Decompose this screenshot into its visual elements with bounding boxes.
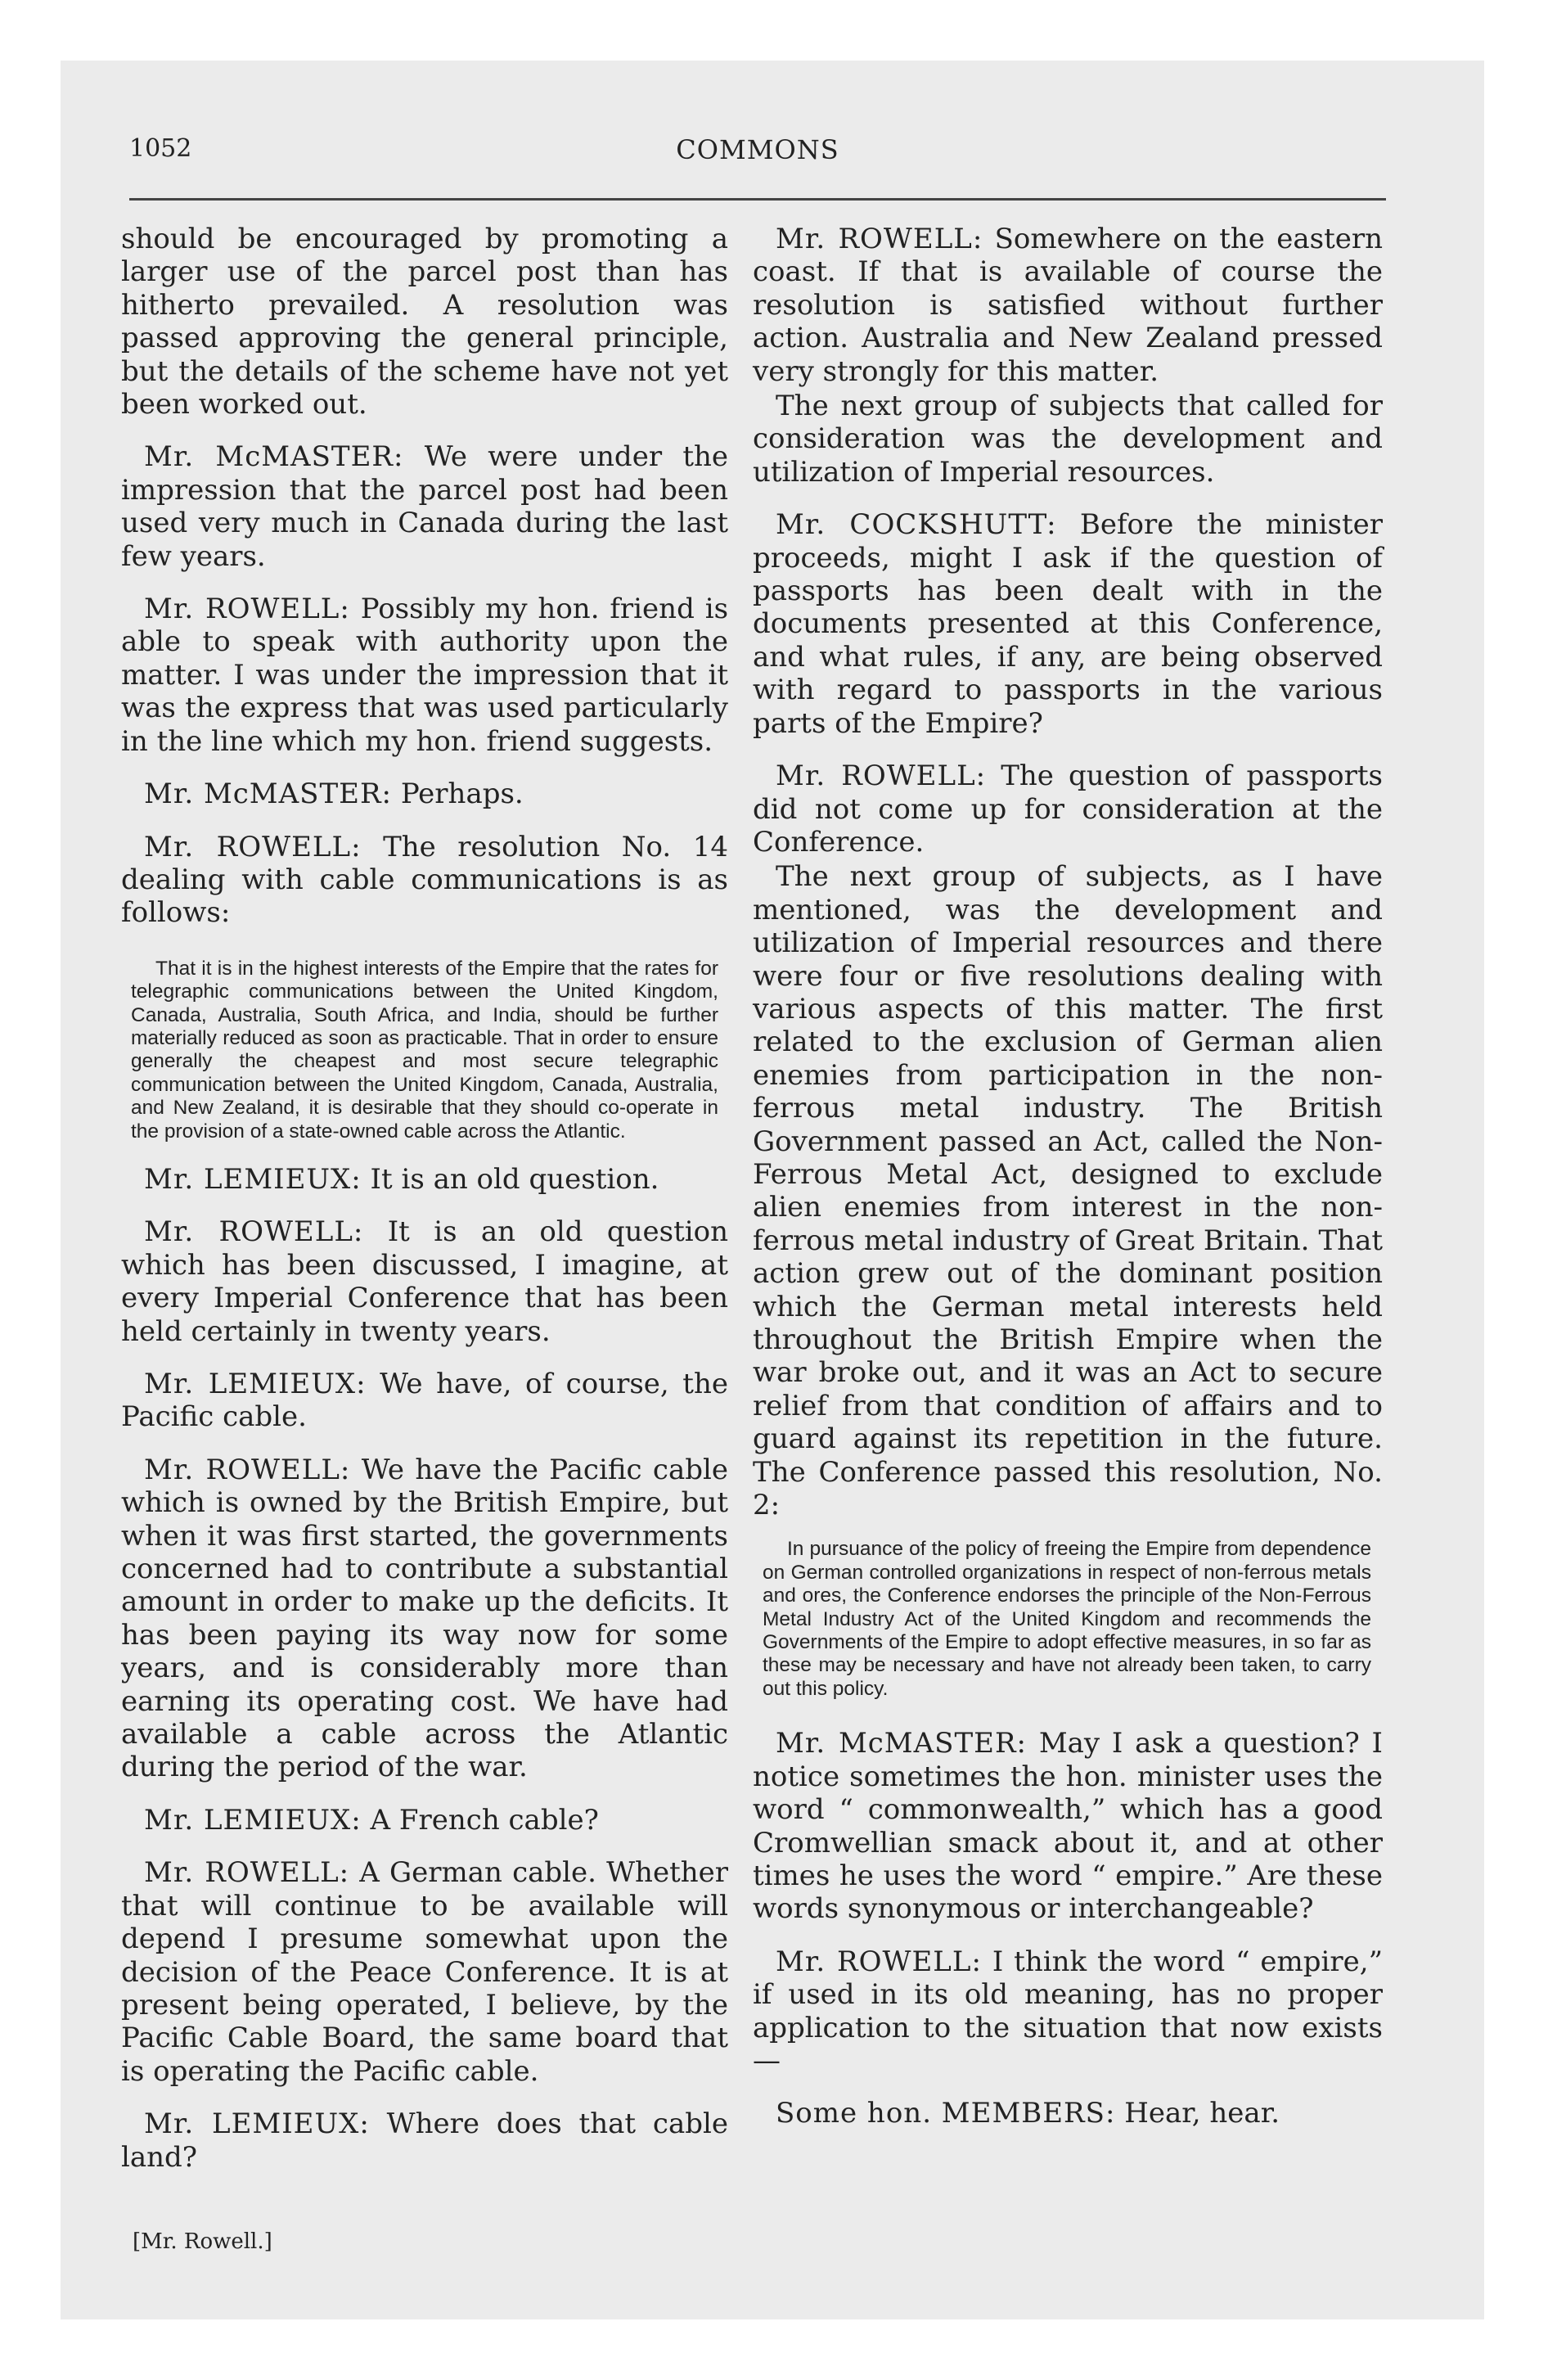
speaker-name: Mr. LEMIEUX:: [144, 2107, 370, 2141]
speaker-name: Mr. LEMIEUX:: [144, 1162, 362, 1196]
speech: [753, 1727, 1383, 1925]
speech: [121, 440, 728, 573]
speaker-footer-reference: [Mr. Rowell.]: [133, 2229, 272, 2254]
speech-text: Hear, hear.: [1124, 2097, 1280, 2130]
speech: [753, 2097, 1383, 2130]
speech-text: The resolution No. 14 dealing with cable communications is as follows:: [121, 830, 729, 930]
speaker-name: Mr. McMASTER:: [776, 1727, 1028, 1760]
speech-text: We have the Pacific cable which is owned by the British Empire, but when it was first started, the governments concerned had to contribute a substantial amount in order to make up the deficits. It has been paying its way now for some years, and is considerably more than earning its operating cost. We have had available a cable across the Atlantic during the period of the war.: [121, 1453, 728, 1784]
speech-text: Perhaps.: [400, 778, 524, 811]
speech-text: It is an old question which has been discussed, I imagine, at every Imperial Conference that has been held certainly in twenty years.: [121, 1215, 729, 1348]
speech: [121, 1368, 728, 1434]
speech: [753, 223, 1383, 388]
speaker-name: Some hon. MEMBERS:: [776, 2097, 1116, 2130]
speaker-name: Mr. ROWELL:: [776, 223, 983, 255]
speech: [121, 778, 728, 810]
speech-text: Somewhere on the eastern coast. If that is available of course the resolution is satisfied without further action. Australia and New Zealand pressed very strongly for this matter.: [753, 223, 1383, 388]
speech: [753, 1945, 1383, 2078]
header-rule: [129, 198, 1386, 201]
speech-text: Possibly my hon. friend is able to speak with authority upon the matter. I was under the impression that it was the express that was used particularly in the line which my hon. friend suggests.: [121, 593, 729, 758]
speech: [121, 2107, 728, 2174]
speech: [121, 1454, 728, 1784]
running-title: COMMONS: [676, 134, 839, 165]
paragraph: should be encouraged by promoting a larger use of the parcel post than has hitherto prevailed. A resolution was passed approving the general principle, but the details of the scheme have not yet been worked out.: [121, 223, 728, 421]
speaker-name: Mr. COCKSHUTT:: [776, 508, 1057, 542]
page-number: 1052: [129, 134, 192, 163]
paragraph: The next group of subjects that called for consideration was the development and utilization of Imperial resources.: [753, 390, 1383, 489]
speech: [121, 1804, 728, 1837]
speaker-name: Mr. ROWELL:: [776, 760, 987, 793]
left-column: [121, 223, 728, 2193]
speech-text: Where does that cable land?: [121, 2107, 728, 2174]
speaker-name: Mr. ROWELL:: [144, 1453, 351, 1486]
speech: [753, 760, 1383, 859]
resolution-quote: In pursuance of the policy of freeing the Empire from dependence on German controlled organizations in respect of non-ferrous metals and ores, the Conference endorses the principle of the Non-Ferrous Metal Industry Act of the United Kingdom and recommends the Governments of the Empire to adopt effective measures, in so far as these may be necessary and have not already been taken, to carry out this policy.: [763, 1538, 1371, 1700]
speech-text: It is an old question.: [370, 1162, 659, 1196]
speech-text: A French cable?: [370, 1803, 599, 1837]
speech: [121, 593, 728, 758]
speech: [753, 508, 1383, 740]
speaker-name: Mr. ROWELL:: [144, 1856, 350, 1890]
speaker-name: Mr. LEMIEUX:: [144, 1368, 367, 1400]
paragraph: The next group of subjects, as I have mentioned, was the development and utilization of Imperial resources and there were four or five resolutions dealing with various aspects of this matter. The first related to the exclusion of German alien enemies from participation in the non-ferrous metal industry. The British Government passed an Act, called the Non-Ferrous Metal Act, designed to exclude alien enemies from interest in the non-ferrous metal industry of Great Britain. That action grew out of the dominant position which the German metal interests held throughout the British Empire when the war broke out, and it was an Act to secure relief from that condition of affairs and to guard against its repetition in the future. The Conference passed this resolution, No. 2:: [753, 860, 1383, 1522]
speech-text: We have, of course, the Pacific cable.: [121, 1368, 728, 1434]
speech: [121, 1163, 728, 1196]
right-column: [753, 223, 1383, 2150]
speaker-name: Mr. LEMIEUX:: [144, 1803, 362, 1837]
speaker-name: Mr. McMASTER:: [144, 778, 393, 811]
speech-text: A German cable. Whether that will continue to be available will depend I presume somewhat upon the decision of the Peace Conference. It is at present being operated, I believe, by the Pacific Cable Board, the same board that is operating the Pacific cable.: [121, 1856, 729, 2088]
speech-text: I think the word “ empire,” if used in its old meaning, has no proper application to the situation that now exists—: [753, 1945, 1383, 2077]
speaker-name: Mr. McMASTER:: [144, 440, 404, 474]
speech: [121, 1856, 728, 2088]
speaker-name: Mr. ROWELL:: [776, 1945, 982, 1978]
speaker-name: Mr. ROWELL:: [144, 830, 362, 863]
speech: [121, 1215, 728, 1348]
speech-text: We were under the impression that the parcel post had been used very much in Canada during the last few years.: [121, 440, 729, 573]
resolution-quote: That it is in the highest interests of the Empire that the rates for telegraphic communications between the United Kingdom, Canada, Australia, South Africa, and India, should be further materially reduced as soon as practicable. That in order to ensure generally the cheapest and most secure telegraphic communication between the United Kingdom, Canada, Australia, and New Zealand, it is desirable that they should co-operate in the provision of a state-owned cable across the Atlantic.: [131, 957, 718, 1143]
speech-text: The question of passports did not come up for consideration at the Conference.: [753, 760, 1384, 859]
speech-text: Before the minister proceeds, might I ask if the question of passports has been dealt with in the documents presented at this Conference, and what rules, if any, are being observed with regard to passports in the various parts of the Empire?: [753, 508, 1384, 740]
speaker-name: Mr. ROWELL:: [144, 593, 350, 626]
speaker-name: Mr. ROWELL:: [144, 1215, 364, 1249]
speech: [121, 831, 728, 930]
speech-text: May I ask a question? I notice sometimes the hon. minister uses the word “ commonwealth,” which has a good Cromwellian smack about it, and at other times he uses the word “ empire.” Are these words synonymous or interchangeable?: [753, 1727, 1383, 1926]
page-header: [129, 131, 1386, 172]
